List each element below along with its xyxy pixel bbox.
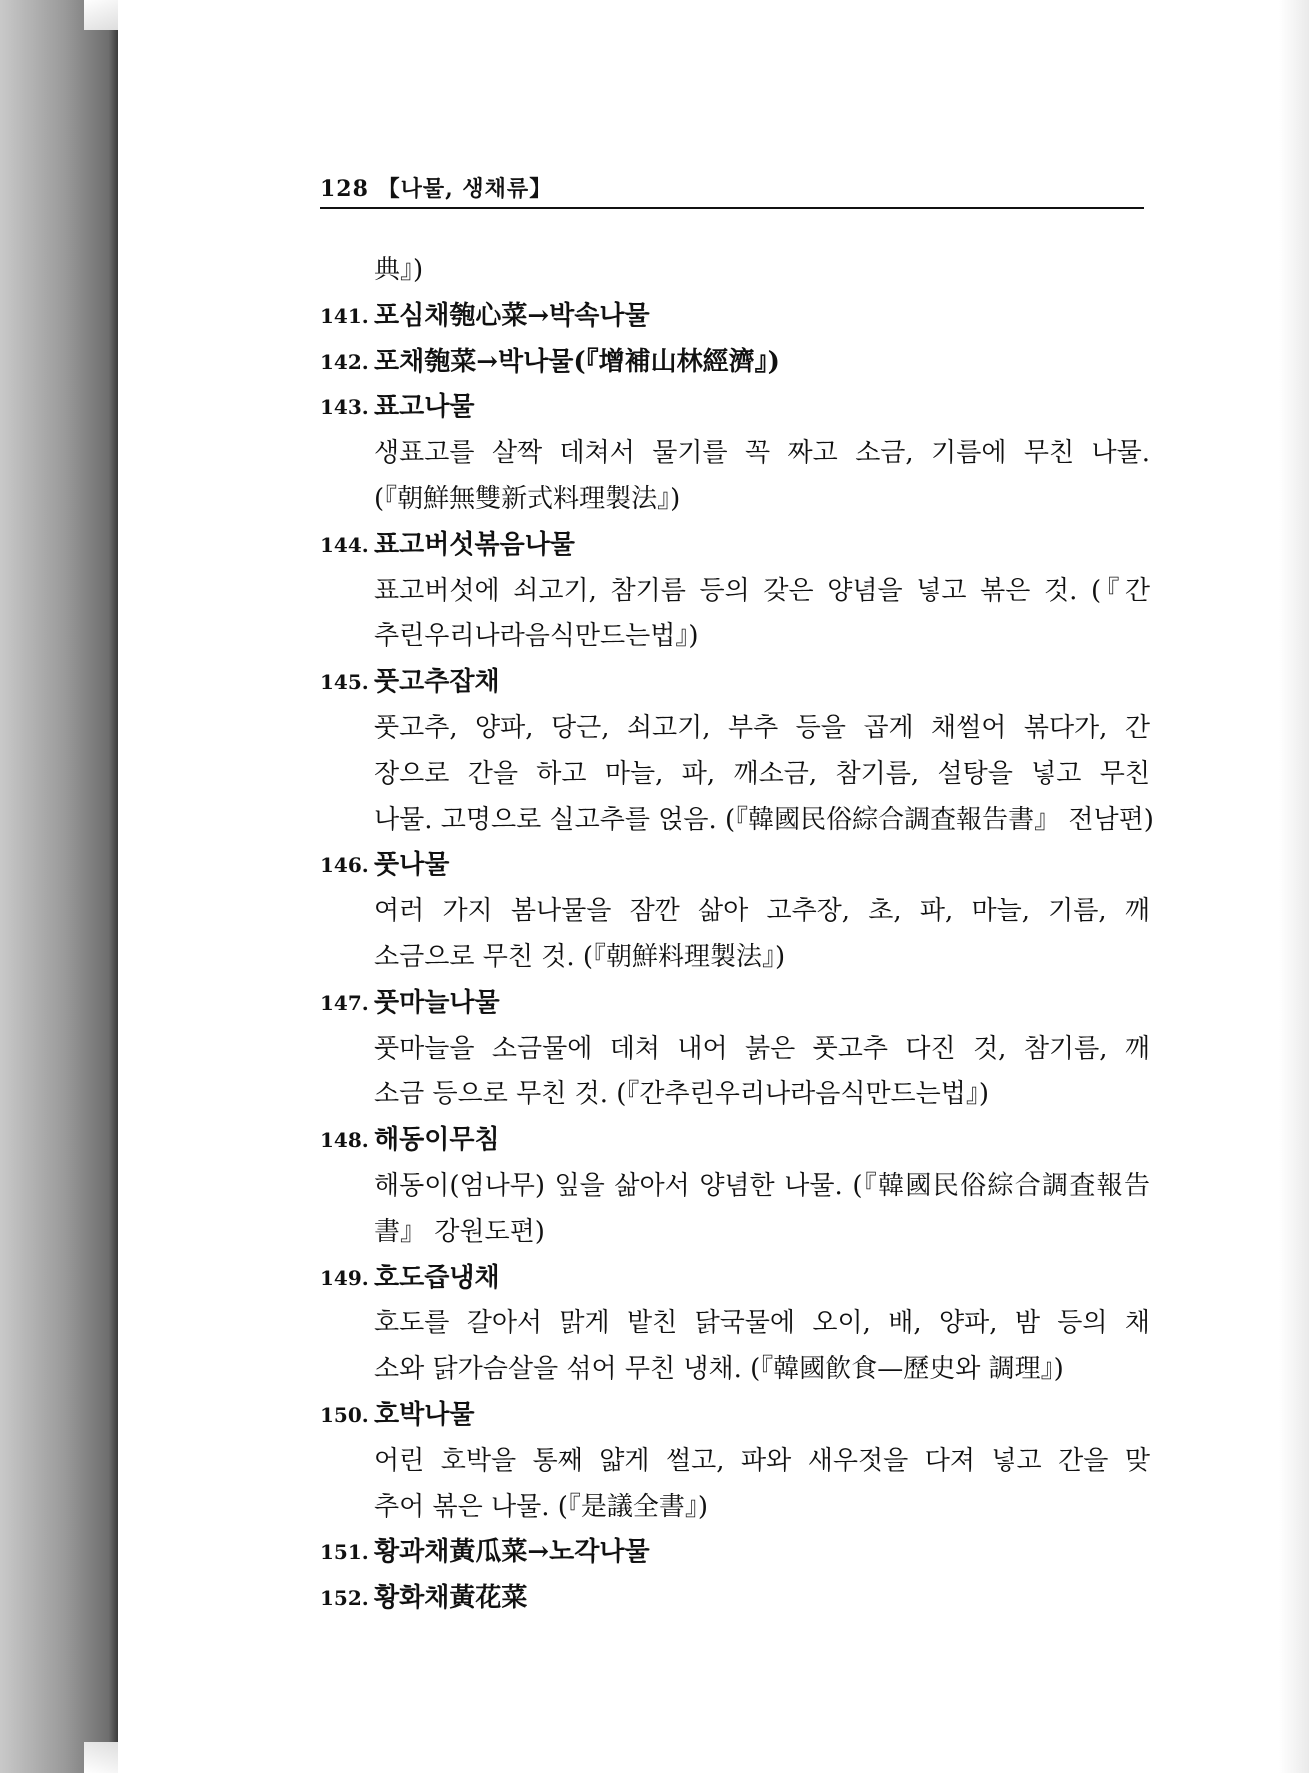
entry-number: 143. [320,395,369,420]
entry-text-line [320,1439,1150,1485]
page-number: 128 [320,176,369,202]
entry-text: 장으로 간을 하고 마늘, 파, 깨소금, 참기름, 설탕을 넣고 무친 [374,758,1150,789]
entry-title: 포채匏菜→박나물(『增補山林經濟』) [374,346,780,377]
entry-text-line [320,431,1150,477]
entry-heading [320,843,1150,889]
entry-heading [320,981,1150,1027]
entry-heading [320,1118,1150,1164]
entry-title: 풋마늘나물 [374,987,500,1018]
entry-text: 소금으로 무친 것. (『朝鮮料理製法』) [374,941,786,972]
entry-title: 표고나물 [374,392,475,423]
entry-text: 해동이(엄나무) 잎을 삶아서 양념한 나물. (『韓國民俗綜合調査報告 [374,1170,1150,1201]
entry-text-line [320,889,1150,935]
entry-heading [320,1576,1150,1622]
entry-text-line [320,1485,1150,1531]
entry-number: 146. [320,853,369,878]
entry-text: 書』 강원도편) [374,1216,545,1247]
entry-text: 典』) [374,255,424,285]
entry-text: 풋마늘을 소금물에 데쳐 내어 붉은 풋고추 다진 것, 참기름, 깨 [374,1033,1150,1064]
entry-heading [320,660,1150,706]
entry-heading [320,1393,1150,1439]
entry-number: 149. [320,1265,369,1290]
entry-text-line [320,1347,1150,1393]
entry-number: 145. [320,670,369,695]
entry-title: 호박나물 [374,1399,475,1430]
entry-text-line [320,477,1150,523]
entry-number: 151. [320,1540,369,1565]
entry-text-line [320,752,1150,798]
entry-title: 포심채匏心菜→박속나물 [374,300,650,331]
entry-text: 나물. 고명으로 실고추를 얹음. (『韓國民俗綜合調査報告書』 전남편) [374,804,1154,835]
section-title: 【나물, 생채류】 [377,176,553,202]
entry-title: 풋나물 [374,850,450,881]
header-rule [320,207,1144,209]
entry-text: 추린우리나라음식만드는법』) [374,621,699,652]
page-right-shadow [1279,0,1309,1773]
page-body [320,248,1154,1622]
entry-title: 풋고추잡채 [374,667,500,698]
entry-text-line [320,1301,1150,1347]
entry-heading [320,340,1150,386]
entry-number: 150. [320,1402,369,1427]
entry-text: 추어 볶은 나물. (『是議全書』) [374,1491,709,1522]
entry-heading [320,294,1150,340]
book-page-edge [0,0,118,1773]
entry-number: 147. [320,990,369,1015]
entry-text-line [320,798,1154,844]
entry-heading [320,385,1150,431]
entry-title: 표고버섯볶음나물 [374,529,575,560]
entry-number: 141. [320,303,369,328]
entry-text-line [320,1027,1150,1073]
entry-heading [320,1530,1150,1576]
entry-title: 황화채黃花菜 [374,1583,528,1614]
entry-title: 호도즙냉채 [374,1262,500,1293]
entry-text: 생표고를 살짝 데쳐서 물기를 꼭 짜고 소금, 기름에 무친 나물. [374,438,1150,469]
entry-text-line [320,706,1150,752]
entry-number: 144. [320,532,369,557]
entry-title: 해동이무침 [374,1125,500,1156]
entry-number: 152. [320,1586,369,1611]
entry-text: 소와 닭가슴살을 섞어 무친 냉채. (『韓國飮食—歷史와 調理』) [374,1354,1064,1385]
running-head [320,172,552,203]
entry-number: 142. [320,349,369,374]
entry-text-line [320,1072,1150,1118]
entry-text: 표고버섯에 쇠고기, 참기름 등의 갖은 양념을 넣고 볶은 것. (『간 [374,575,1150,606]
entry-text-line [320,935,1150,981]
entry-number: 148. [320,1128,369,1153]
entry-text: 소금 등으로 무친 것. (『간추린우리나라음식만드는법』) [374,1079,990,1110]
entry-text: 호도를 갈아서 맑게 밭친 닭국물에 오이, 배, 양파, 밤 등의 채 [374,1308,1150,1339]
entry-text: (『朝鮮無雙新式料理製法』) [374,483,681,514]
entry-text: 여러 가지 봄나물을 잠깐 삶아 고추장, 초, 파, 마늘, 기름, 깨 [374,896,1150,927]
entry-text-line [320,569,1150,615]
entry-text-line [320,248,1150,294]
entry-text: 어린 호박을 통째 얇게 썰고, 파와 새우젓을 다져 넣고 간을 맞 [374,1445,1150,1476]
entry-heading [320,523,1150,569]
entry-text-line [320,1164,1150,1210]
entry-title: 황과채黃瓜菜→노각나물 [374,1537,650,1568]
entry-text-line [320,614,1150,660]
entry-text: 풋고추, 양파, 당근, 쇠고기, 부추 등을 곱게 채썰어 볶다가, 간 [374,712,1150,743]
entry-text-line [320,1210,1150,1256]
entry-heading [320,1256,1150,1302]
